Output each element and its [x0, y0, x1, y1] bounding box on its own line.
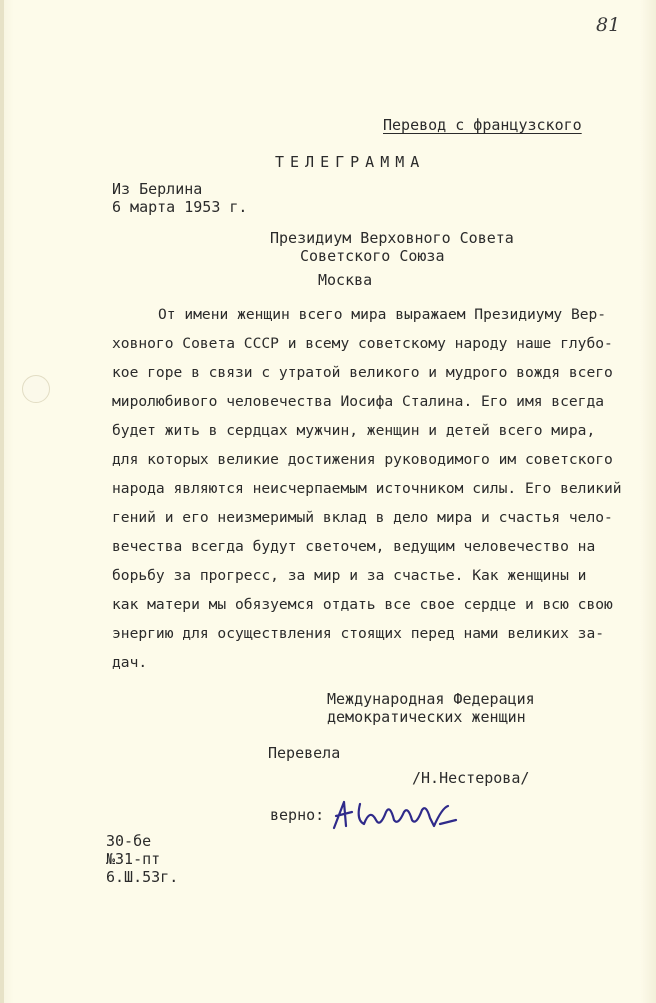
footer-code: 30-бе	[106, 832, 152, 850]
body-line: борьбу за прогресс, за мир и за счастье. Как женщины и	[112, 567, 587, 584]
body-line: вечества всегда будут светочем, ведущим человечество на	[112, 538, 596, 555]
body-line: как матери мы обязуемся отдать все свое сердце и всю свою	[112, 596, 613, 613]
sender-line-2: демократических женщин	[327, 708, 526, 726]
body-line: энергию для осуществления стоящих перед нами великих за-	[112, 625, 605, 642]
body-line: миролюбивого человечества Иосифа Сталина. Его имя всегда	[112, 393, 605, 410]
footer-code: №31-пт	[106, 850, 161, 868]
page-number: 81	[596, 14, 621, 36]
translation-note: Перевод с французского	[383, 116, 582, 134]
verified-label: верно:	[270, 806, 325, 824]
body-line: От имени женщин всего мира выражаем Президиуму Вер-	[158, 306, 607, 323]
translated-by-label: Перевела	[268, 744, 341, 762]
handwritten-signature	[330, 798, 460, 832]
body-line: кое горе в связи с утратой великого и мудрого вождя всего	[112, 364, 613, 381]
body-line: для которых великие достижения руководимого им советского	[112, 451, 613, 468]
addressee-line-1: Президиум Верховного Совета	[270, 229, 514, 247]
translator-name: /Н.Нестерова/	[412, 769, 530, 787]
body-line: дач.	[112, 654, 148, 671]
body-line: будет жить в сердцах мужчин, женщин и детей всего мира,	[112, 422, 596, 439]
paper-edge	[0, 0, 4, 1003]
body-line: гений и его неизмеримый вклад в дело мира и счастья чело-	[112, 509, 613, 526]
document-title: ТЕЛЕГРАММА	[275, 153, 426, 171]
addressee-city: Москва	[318, 271, 373, 289]
body-line: народа являются неисчерпаемым источником силы. Его великий	[112, 480, 622, 497]
punch-hole	[22, 375, 50, 403]
origin-date: 6 марта 1953 г.	[112, 198, 248, 216]
origin-city: Из Берлина	[112, 180, 203, 198]
sender-line-1: Международная Федерация	[327, 690, 535, 708]
footer-code: 6.Ш.53г.	[106, 868, 179, 886]
body-line: ховного Совета СССР и всему советскому народу наше глубо-	[112, 335, 613, 352]
addressee-line-2: Советского Союза	[300, 247, 445, 265]
